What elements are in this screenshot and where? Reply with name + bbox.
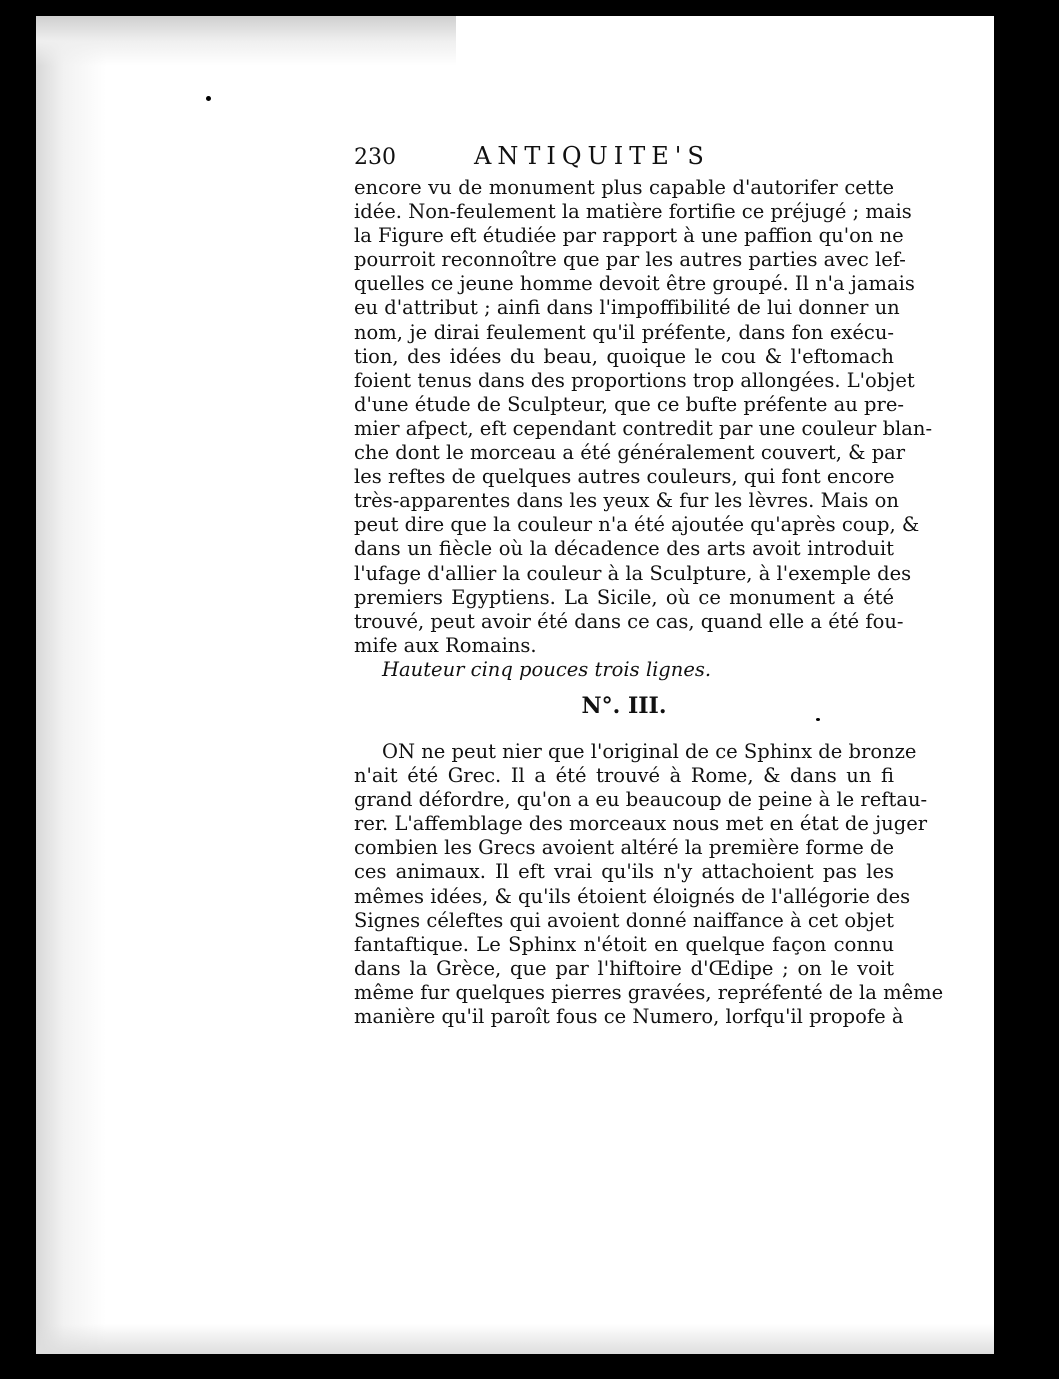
text-line: premiers Egyptiens. La Sicile, où ce monument a été [354, 585, 894, 609]
text-line: même fur quelques pierres gravées, repréfenté de la même [354, 980, 944, 1004]
text-line: mier afpect, eft cependant contredit par une couleur blan- [354, 416, 933, 440]
paragraph-1 [354, 176, 933, 658]
text-line: quelles ce jeune homme devoit être groupé. Il n'a jamais [354, 272, 915, 296]
scan-shadow-left [36, 16, 106, 1354]
running-head [354, 142, 894, 176]
text-line: mife aux Romains. [354, 633, 537, 657]
scan-shadow-top [36, 16, 456, 66]
text-line: très-apparentes dans les yeux & fur les lèvres. Mais on [354, 489, 899, 513]
text-line: manière qu'il paroît fous ce Numero, lorfqu'il propofe à [354, 1005, 904, 1028]
text-line: grand défordre, qu'on a eu beaucoup de peine à le reftau- [354, 788, 928, 812]
text-line: encore vu de monument plus capable d'autorifer cette [354, 176, 894, 199]
text-line: mêmes idées, & qu'ils étoient éloignés de l'allégorie des [354, 884, 911, 908]
text-line: d'une étude de Sculpteur, que ce bufte préfente au pre- [354, 392, 904, 416]
text-line: ON ne peut nier que l'original de ce Sphinx de bronze [382, 739, 917, 763]
text-line: Signes céleftes qui avoient donné naiffance à cet objet [354, 908, 894, 932]
scan-shadow-bottom [36, 1324, 1016, 1354]
text-line: l'ufage d'allier la couleur à la Sculpture, à l'exemple des [354, 561, 912, 585]
paragraph-2 [354, 739, 944, 1029]
text-line: pourroit reconnoître que par les autres parties avec lef- [354, 248, 906, 272]
dimension-note: Hauteur cinq pouces trois lignes. [382, 657, 712, 681]
text-line: fantaftique. Le Sphinx n'étoit en quelque façon connu [354, 932, 894, 956]
running-head-title: ANTIQUITE'S [474, 142, 710, 170]
text-line: idée. Non-feulement la matière fortifie ce préjugé ; mais [354, 200, 912, 224]
text-line: tion, des idées du beau, quoique le cou & l'eftomach [354, 344, 894, 368]
section-heading: N°. III. [581, 692, 667, 719]
text-line: n'ait été Grec. Il a été trouvé à Rome, & dans un fi [354, 764, 894, 788]
text-line: eu d'attribut ; ainfi dans l'impoffibilité de lui donner un [354, 296, 900, 320]
text-line: combien les Grecs avoient altéré la première forme de [354, 836, 895, 860]
text-line: peut dire que la couleur n'a été ajoutée qu'après coup, & [354, 513, 920, 537]
text-line: dans un fiècle où la décadence des arts avoit introduit [354, 537, 894, 561]
text-line: les reftes de quelques autres couleurs, qui font encore [354, 465, 895, 489]
text-line: foient tenus dans des proportions trop allongées. L'objet [354, 368, 915, 392]
text-line: ces animaux. Il eft vrai qu'ils n'y attachoient pas les [354, 860, 894, 884]
text-line: rer. L'affemblage des morceaux nous met en état de juger [354, 812, 928, 836]
text-line: che dont le morceau a été généralement couvert, & par [354, 441, 906, 465]
text-line: nom, je dirai feulement qu'il préfente, dans fon exécu- [354, 320, 894, 344]
page-number: 230 [354, 145, 396, 170]
text-line: dans la Grèce, que par l'hiftoire d'Œdipe ; on le voit [354, 956, 894, 980]
page-edge-right [994, 16, 1016, 1354]
ink-speck [206, 96, 211, 101]
text-line: la Figure eft étudiée par rapport à une paffion qu'on ne [354, 224, 904, 248]
text-line: trouvé, peut avoir été dans ce cas, quand elle a été fou- [354, 609, 904, 633]
text-block [354, 142, 944, 1029]
scanned-page [36, 16, 1016, 1354]
